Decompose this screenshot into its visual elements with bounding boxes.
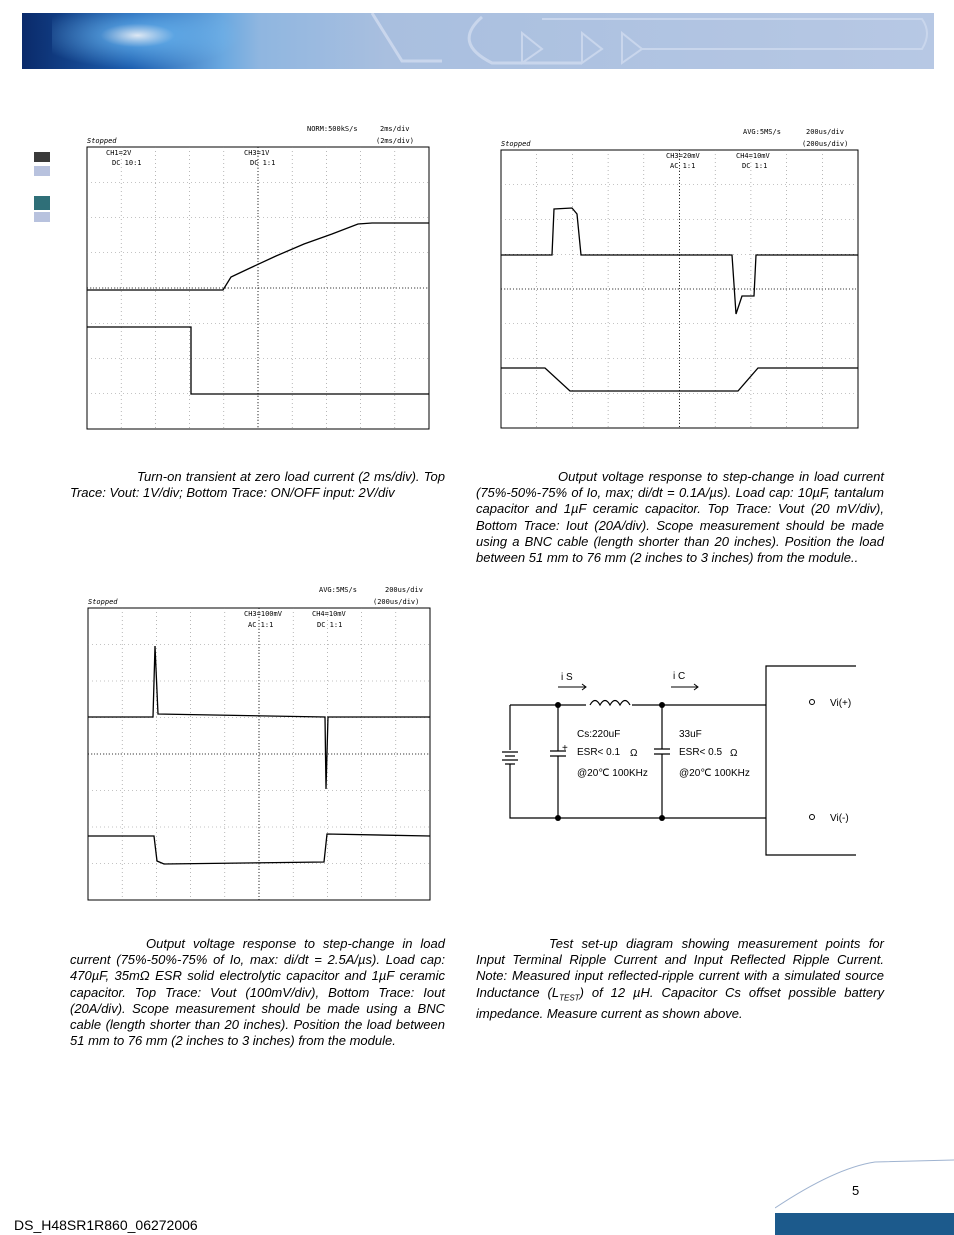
scope-label-ch-b_cpl: DC 1:1 xyxy=(317,621,343,629)
scope-label-timebase: 2ms/div xyxy=(380,125,410,133)
caption-step-slow: Output voltage response to step-change in load current (75%-50%-75% of Io, max; di/dt = 0.1A/µs). Load cap: 10µF, tantalum capacitor and 1µF ceramic capacitor. Top Trace: Vout (20 mV/div), Bottom Trace: Iout (20A/div). Scope measurement should be made using a BNC cable (length shorter than 20 inches). Position the load between 51 mm to 76 mm (2 inches to 3 inches) from the module.. xyxy=(476,469,884,566)
c-cond: @20℃ 100KHz xyxy=(679,768,750,779)
vi-minus-label: Vi(-) xyxy=(830,813,849,824)
scope-label-timebase2: (2ms/div) xyxy=(376,137,414,145)
scope-label-ch-b: CH4=10mV xyxy=(312,610,346,618)
footer-curve xyxy=(775,1158,954,1214)
footer-bar xyxy=(775,1213,954,1235)
caption-test-setup-post: ) of 12 µH. Capacitor Cs offset possible battery impedance. Measure current as shown above. xyxy=(476,984,884,1022)
scope-label-ch-a_cpl: AC 1:1 xyxy=(248,621,274,629)
scope-label-status: Stopped xyxy=(501,140,531,148)
scope-label-ch-a: CH1=2V xyxy=(106,149,132,157)
ic-label: i C xyxy=(673,671,686,682)
caption-test-setup xyxy=(476,936,884,1023)
scope-label-ch-a_cpl: DC 10:1 xyxy=(112,159,142,167)
c-value: 33uF xyxy=(679,729,702,740)
page-number: 5 xyxy=(852,1183,860,1198)
header-banner xyxy=(22,13,934,69)
scope-label-ch-b: CH3=1V xyxy=(244,149,270,157)
side-tab-teal xyxy=(34,196,50,210)
side-tab-pale xyxy=(34,212,50,222)
is-label: i S xyxy=(561,672,573,683)
scope-label-rate: NORM:500kS/s xyxy=(307,125,358,133)
cs-ohm: Ω xyxy=(630,748,638,759)
scope-label-rate: AVG:5MS/s xyxy=(743,128,781,136)
side-tab-light xyxy=(34,166,50,176)
caption-test-setup-pre: Test set-up diagram showing measurement points for Input Terminal Ripple Current and Input Reflected Ripple Current. Note: Measured input reflected-ripple current with a simulated source Inductance (L xyxy=(476,936,884,1000)
side-tab-dark xyxy=(34,152,50,162)
scope-label-status: Stopped xyxy=(88,598,118,606)
scope-step-fast xyxy=(77,584,433,904)
scope-label-timebase2: (200us/div) xyxy=(373,598,420,606)
scope-label-ch-a: CH3=20mV xyxy=(666,152,700,160)
svg-text:+: + xyxy=(562,743,568,754)
document-id: DS_H48SR1R860_06272006 xyxy=(14,1217,198,1233)
scope-turn-on xyxy=(76,123,432,433)
caption-test-setup-sub: TEST xyxy=(559,993,580,1003)
cs-esr: ESR< 0.1 xyxy=(577,747,621,758)
test-setup-diagram xyxy=(498,655,864,865)
scope-label-timebase2: (200us/div) xyxy=(802,140,849,148)
c-ohm: Ω xyxy=(730,748,738,759)
caption-step-fast: Output voltage response to step-change in load current (75%-50%-75% of Io, max: di/dt = 2.5A/µs). Load cap: 470µF, 35mΩ ESR solid electrolytic capacitor and 1µF ceramic capacitor. Top Trace: Vout (100mV/div), Bottom Trace: Iout (20A/div). Scope measurement should be made using a BNC cable (length shorter than 20 inches). Position the load between 51 mm to 76 mm (2 inches to 3 inches) from the module. xyxy=(70,936,445,1049)
scope-label-timebase: 200us/div xyxy=(385,586,423,594)
scope-label-ch-b_cpl: DC 1:1 xyxy=(742,162,768,170)
scope-label-ch-a: CH3=100mV xyxy=(244,610,282,618)
scope-label-rate: AVG:5MS/s xyxy=(319,586,357,594)
scope-label-timebase: 200us/div xyxy=(806,128,844,136)
c-esr: ESR< 0.5 xyxy=(679,747,723,758)
vi-plus-label: Vi(+) xyxy=(830,698,852,709)
cs-value: Cs:220uF xyxy=(577,729,621,740)
caption-turn-on: Turn-on transient at zero load current (2 ms/div). Top Trace: Vout: 1V/div; Bottom Trace: ON/OFF input: 2V/div xyxy=(70,469,445,501)
scope-label-ch-a_cpl: AC 1:1 xyxy=(670,162,696,170)
scope-label-status: Stopped xyxy=(87,137,117,145)
scope-label-ch-b_cpl: DC 1:1 xyxy=(250,159,276,167)
banner-logo-shapes xyxy=(22,13,934,69)
scope-step-slow xyxy=(490,124,862,432)
scope-label-ch-b: CH4=10mV xyxy=(736,152,770,160)
cs-cond: @20℃ 100KHz xyxy=(577,768,648,779)
